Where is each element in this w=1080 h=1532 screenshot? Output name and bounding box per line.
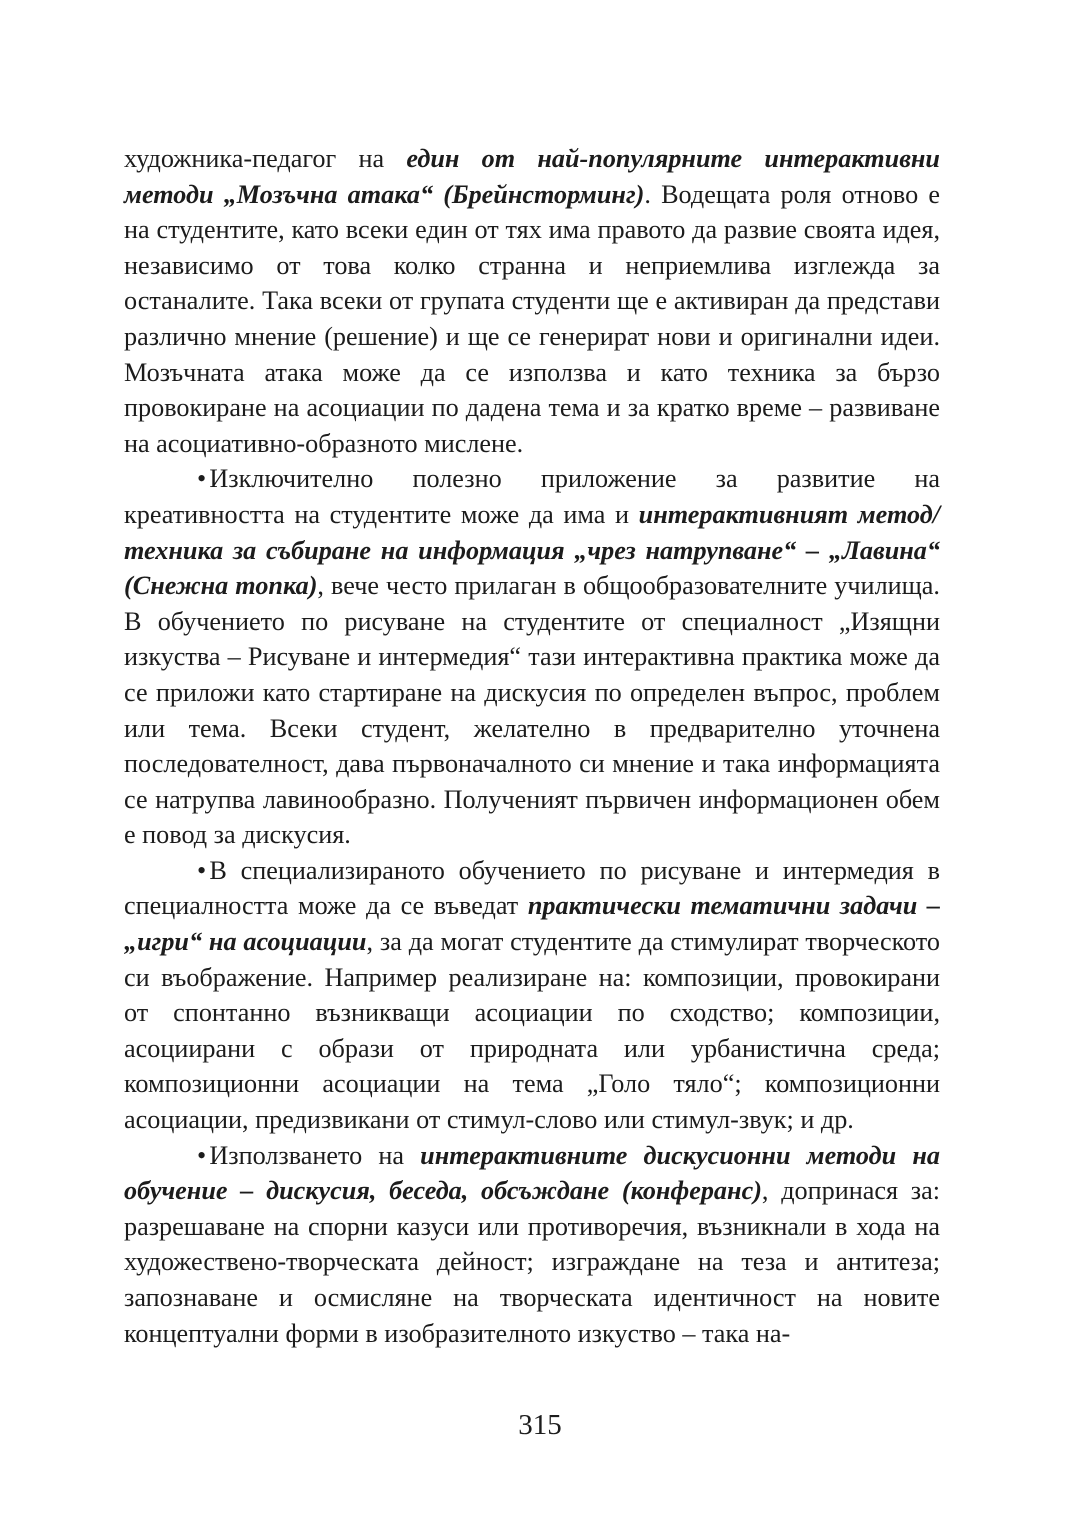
bullet-icon: • <box>197 855 207 885</box>
text-run: , за да могат студентите да стимулират творческото си въображение. Например реализиране на: композиции, провокирани от спонтанно възникващи асоциации по сходство; композиции, асоциирани с образи от природната или урбанистична среда; композиционни асоциации на тема „Голо тяло“; композиционни асоциации, предизвикани от стимул-слово или стимул-звук; и др. <box>124 927 940 1135</box>
emphasis-snowball-method: интерактивният метод/техника за събиране на информация „чрез натрупване“ – „Лавина“ (Снежна топка) <box>124 499 940 601</box>
paragraph-snowball <box>124 461 940 853</box>
paragraph-discussion-methods <box>124 1138 940 1352</box>
text-run: , допринася за: разрешаване на спорни казуси или противоречия, възникнали в хода на художествено-творческата дейност; изграждане на теза и антитеза; запознаване и осмисляне на творческата идентичност на новите концептуални форми в изобразителното изкуство – така на- <box>124 1176 941 1348</box>
paragraph-brainstorming <box>124 141 940 461</box>
text-run: В специализираното обучението по рисуване и интермедия в специалността може да се въведат <box>124 855 940 921</box>
body-text <box>124 141 940 1351</box>
emphasis-brainstorming-method: един от най-популярните интерактивни методи „Мозъчна атака“ (Брейнсторминг) <box>124 144 940 209</box>
text-run: художника-педагог на <box>124 144 407 173</box>
page-number: 315 <box>518 1409 562 1441</box>
emphasis-association-games: практически тематични задачи – „игри“ на асоциации <box>124 891 940 957</box>
bullet-icon: • <box>197 464 207 494</box>
emphasis-discussion-methods: интерактивните дискусионни методи на обучение – дискусия, беседа, обсъждане (конферанс) <box>124 1140 940 1206</box>
text-run: Използването на <box>209 1140 421 1170</box>
bullet-icon: • <box>197 1140 207 1170</box>
text-run: , вече често прилаган в общообразователните училища. В обучението по рисуване на студентите от специалност „Изящни изкуства – Рисуване и интермедия“ тази интерактивна практика може да се приложи като стартиране на дискусия по определен въпрос, проблем или тема. Всеки студент, желателно в предварително уточнена последователност, дава първоначалното си мнение и така информацията се натрупва лавинообразно. Полученият първичен информационен обем е повод за дискусия. <box>124 571 940 850</box>
text-run: Изключително полезно приложение за развитие на креативността на студентите може да има и <box>124 464 940 529</box>
text-run: . Водещата роля отново е на студентите, като всеки един от тях има правото да развие своята идея, независимо от това колко странна и неприемлива изглежда за останалите. Така всеки от групата студенти ще е активиран да представи различно мнение (решение) и ще се генерират нови и оригинални идеи. Мозъчната атака може да се използва и като техника за бързо провокиране на асоциации по дадена тема и за кратко време – развиване на асоциативно-образното мислене. <box>124 179 940 458</box>
paragraph-association-games <box>124 853 940 1138</box>
